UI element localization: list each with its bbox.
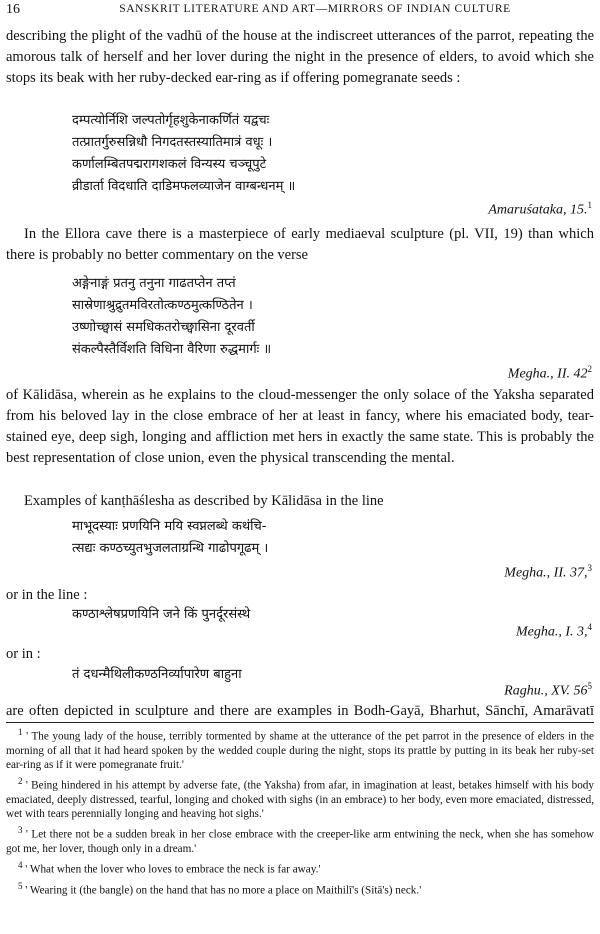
verse-line: संकल्पैस्तैर्विशति विधिना वैरिणा रुद्धमार्गः ॥ xyxy=(72,342,272,357)
paragraph-ellora: In the Ellora cave there is a masterpiece of early mediaeval sculpture (pl. VII, 19) than which there is probably no better commentary on the verse xyxy=(6,226,594,263)
verse-line: कण्ठाश्लेषप्रणयिनि जने किं पुनर्दूरसंस्थे xyxy=(72,607,251,622)
verse-line: माभूदस्याः प्रणयिनि मयि स्वप्नलब्धे कथंचि- xyxy=(72,519,267,534)
footnote-5: $^5$ ' Wearing it (the bangle) on the hand that has no more a place on Maithilī's (Sitā's) neck.' xyxy=(18,880,422,897)
verse-line: दम्पत्योर्निशि जल्पतोर्गृहशुकेनाकर्णितं यद्वचः xyxy=(72,113,270,128)
verse-line: तं दधन्मैथिलीकण्ठनिर्व्यापारेण बाहुना xyxy=(72,667,242,682)
verse-megha-i-3 xyxy=(72,604,502,626)
or-in: or in : xyxy=(6,646,41,662)
verse-amarushataka xyxy=(72,110,502,198)
verse-line: उष्णोच्छ्वासं समधिकतरोच्छ्वासिना दूरवर्ती xyxy=(72,320,255,335)
footnote-ref: 5 xyxy=(587,681,592,691)
verse-line: व्रीडार्ता विदधाति दाडिमफलव्याजेन वाग्बन्धनम् ॥ xyxy=(72,179,296,194)
citation-amarushataka: Amaruśataka, 15.$^1$ xyxy=(488,200,592,218)
footnote-3: $^3$ ' Let there not be a sudden break in her close embrace with the creeper-like arm entwining the neck, when she has somehow got me, her lover, though only in a dream.' xyxy=(6,825,594,856)
verse-line: कर्णालम्बितपद्मरागशकलं विन्यस्य चञ्चूपुटे xyxy=(72,157,267,172)
verse-megha-ii-42 xyxy=(72,273,502,361)
citation-raghu-xv-56: Raghu., XV. $56^5$ xyxy=(504,681,592,699)
footnote-divider xyxy=(6,722,594,723)
footnotes xyxy=(6,725,594,899)
verse-line: सास्रेणाश्रुद्रुतमविरतोत्कण्ठमुत्कण्ठितेन । xyxy=(72,298,253,313)
or-in-the-line: or in the line : xyxy=(6,587,88,603)
footnote-4: $^4$ ' What when the lover who loves to embrace the neck is far away.' xyxy=(18,860,321,876)
footnote-ref: 2 xyxy=(587,364,592,374)
verse-line: अङ्गेनाङ्गं प्रतनु तनुना गाढतप्तेन तप्तं xyxy=(72,276,236,291)
verse-line: त्सद्यः कण्ठच्युतभुजलताग्रन्थि गाढोपगूढम् । xyxy=(72,541,269,556)
running-title: SANSKRIT LITERATURE AND ART—MIRRORS OF INDIAN CULTURE xyxy=(119,3,511,15)
verse-megha-ii-37 xyxy=(72,516,502,560)
footnote-ref: 3 xyxy=(587,563,592,573)
paragraph-sculpture-examples: are often depicted in sculpture and there are examples in Bodh-Gayā, Bharhut, Sānchī, Amarāvatī xyxy=(6,703,594,719)
paragraph-vadhu: describing the plight of the vadhū of the house at the indiscreet utterances of the parrot, repeating the amorous talk of herself and her lover during the night in the presence of elders, to avoid which she stops its beak with her ruby-decked ear-ring as if offering pomegranate seeds : xyxy=(6,28,594,86)
footnote-1: $^1$ ' The young lady of the house, terribly tormented by shame at the utterance of the pet parrot in the presence of elders in the morning of all that it had heard spoken by the wedded couple during the night, stops its prattle by putting in its beak her ruby-set ear-ring as if it were pomegranate fruit.' xyxy=(6,727,595,772)
citation-megha-ii-42: Megha., II. $42^2$ xyxy=(507,364,592,382)
verse-raghu-xv-56 xyxy=(72,664,502,686)
page-number: 16 xyxy=(6,2,20,17)
footnote-ref: 4 xyxy=(587,622,592,632)
paragraph-examples: Examples of kanṭhāślesha as described by Kālidāsa in the line xyxy=(24,493,384,509)
page-header xyxy=(6,2,594,22)
citation-megha-ii-37: Megha., II. 37,$^3$ xyxy=(504,563,592,581)
citation-megha-i-3: Megha., I. 3,$^4$ xyxy=(515,622,592,640)
verse-line: तत्प्रातर्गुरुसन्निधौ निगदतस्तस्यातिमात्रं वधूः । xyxy=(72,135,273,150)
footnote-ref: 1 xyxy=(587,200,592,210)
paragraph-kalidasa: of Kālidāsa, wherein as he explains to the cloud-messenger the only solace of the Yaksha separated from his beloved lay in the close embrace of her at least in fancy, where his emaciated body, tear-stained eye, deep sigh, longing and affliction met hers in exactly the same state. This is probably the best representation of close union, even the physical transcending the mental. xyxy=(6,387,594,466)
footnote-2: $^2$ ' Being hindered in his attempt by adverse fate, (the Yaksha) from afar, in imagination at least, betakes himself with his body emaciated, deeply distressed, tearful, longing and choked with sighs (in an embrace) to her body, even more emaciated, distressed, wet with tears perennially longing and heaving hot sighs.' xyxy=(6,776,594,821)
